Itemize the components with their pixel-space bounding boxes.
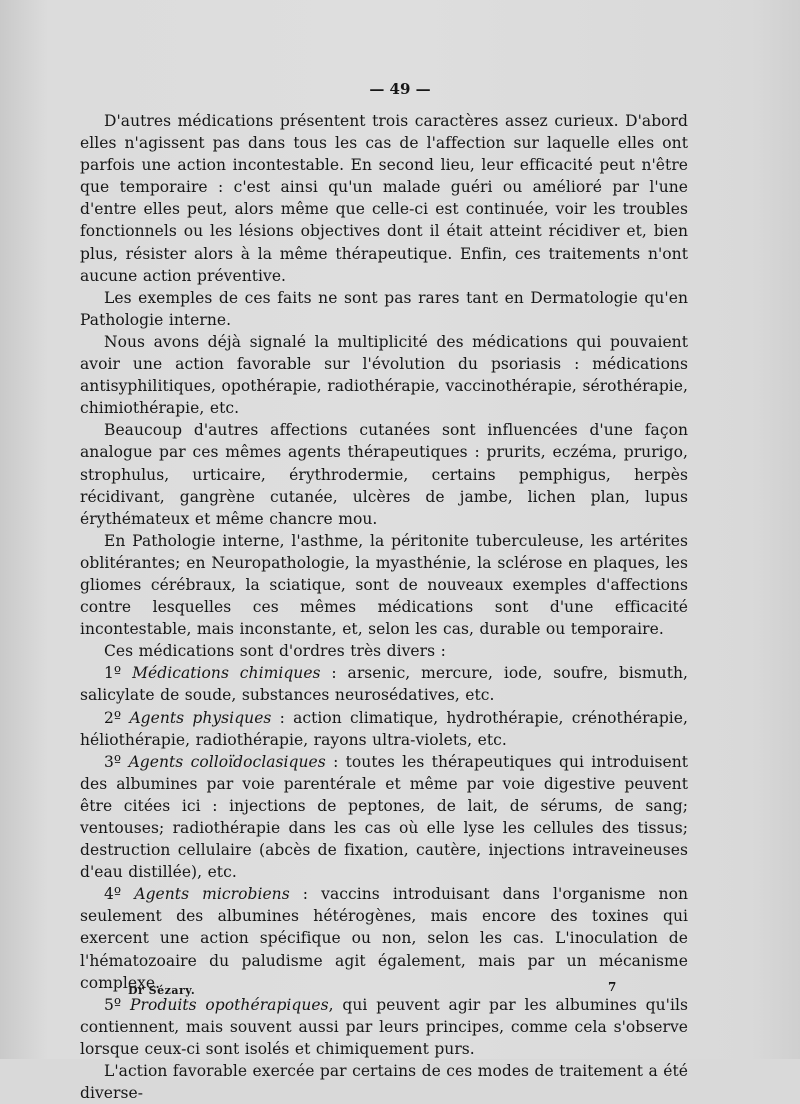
list-text: : toutes les thérapeutiques qui introduisent des albumines par voie parentérale et même par voie digestive peuvent être citées ici : injections de peptones, de lait, de sérums, de sang; ventouses; radiothérapie dans les cas où elle lyse les cellules des tissus; destruction cellulaire (abcès de fixation, cautère, injections intraveineuses d'eau distillée), etc. <box>80 752 689 882</box>
list-number: 3º <box>104 752 122 771</box>
list-text: : arsenic, mercure, iode, soufre, bismuth, salicylate de soude, substances neurosédatives, etc. <box>80 664 688 705</box>
list-heading: Agents colloïdoclasiques <box>128 752 326 771</box>
list-heading: Médications chimiques <box>132 664 321 683</box>
body-text <box>80 110 688 1104</box>
list-text: : action climatique, hydrothérapie, crénothérapie, héliothérapie, radiothérapie, rayons ultra-violets, etc. <box>80 708 689 749</box>
list-item <box>80 707 688 751</box>
page-number: — 49 — <box>369 80 431 98</box>
list-item <box>80 883 688 993</box>
list-item <box>80 751 688 884</box>
paragraph-text: Nous avons déjà signalé la multiplicité des médications qui pouvaient avoir une action favorable sur l'évolution du psoriasis : médications antisyphilitiques, opothérapie, radiothérapie, vaccinothérapie, sérothérapie, chimiothérapie, etc. <box>80 332 688 418</box>
list-number: 5º <box>104 995 122 1014</box>
list-item <box>80 662 688 706</box>
paragraph <box>80 419 688 529</box>
paragraph <box>80 331 688 419</box>
paragraph-text: L'action favorable exercée par certains de ces modes de traitement a été diverse- <box>80 1062 688 1103</box>
list-number: 4º <box>104 885 122 904</box>
list-number: 2º <box>104 708 122 727</box>
paragraph <box>80 1060 688 1104</box>
list-text: , qui peuvent agir par les albumines qu'ils contiennent, mais souvent aussi par leurs principes, comme cela s'observe lorsque ceux-ci sont isolés et chimiquement purs. <box>80 995 688 1058</box>
paragraph <box>80 640 688 662</box>
list-heading: Produits opothérapiques <box>130 995 329 1014</box>
list-text: : vaccins introduisant dans l'organisme non seulement des albumines hétérogènes, mais encore des toxines qui exercent une action spécifique ou non, selon les cas. L'inoculation de l'hématozoaire du paludisme agit également, mais par un mécanisme complexe. <box>80 885 688 992</box>
paragraph-text: Ces médications sont d'ordres très divers : <box>104 642 446 661</box>
paragraph-text: En Pathologie interne, l'asthme, la péritonite tuberculeuse, les artérites oblitérantes; en Neuropathologie, la myasthénie, la sclérose en plaques, les gliomes cérébraux, la sciatique, sont de nouveaux exemples d'affections contre lesquelles ces mêmes médications sont d'une efficacité incontestable, mais inconstante, et, selon les cas, durable ou temporaire. <box>80 531 688 639</box>
footer <box>128 980 628 997</box>
paragraph <box>80 110 688 287</box>
paragraph-text: Beaucoup d'autres affections cutanées sont influencées d'une façon analogue par ces mêmes agents thérapeutiques : prurits, eczéma, prurigo, strophulus, urticaire, érythrodermie, certains pemphigus, herpès récidivant, gangrène cutanée, ulcères de jambe, lichen plan, lupus érythémateux et même chancre mou. <box>80 421 688 528</box>
list-item <box>80 994 688 1060</box>
list-heading: Agents physiques <box>129 708 272 727</box>
signature-number: 7 <box>608 980 617 994</box>
paragraph <box>80 287 688 331</box>
list-heading: Agents microbiens <box>134 885 290 904</box>
paragraph-text: D'autres médications présentent trois caractères assez curieux. D'abord elles n'agissent pas dans tous les cas de l'affection sur laquelle elles ont parfois une action incontestable. En second lieu, leur efficacité peut n'être que temporaire : c'est ainsi qu'un malade guéri ou amélioré par l'une d'entre elles peut, alors même que celle-ci est continuée, voir les troubles fonctionnels ou les lésions objectives dont il était atteint récidiver et, bien plus, résister alors à la même thérapeutique. Enfin, ces traitements n'ont aucune action préventive. <box>80 112 688 285</box>
paragraph-text: Les exemples de ces faits ne sont pas rares tant en Dermatologie qu'en Pathologie interne. <box>80 288 688 329</box>
paragraph <box>80 530 688 640</box>
author-signature: Dr Sézary. <box>128 984 196 997</box>
list-number: 1º <box>104 664 122 683</box>
